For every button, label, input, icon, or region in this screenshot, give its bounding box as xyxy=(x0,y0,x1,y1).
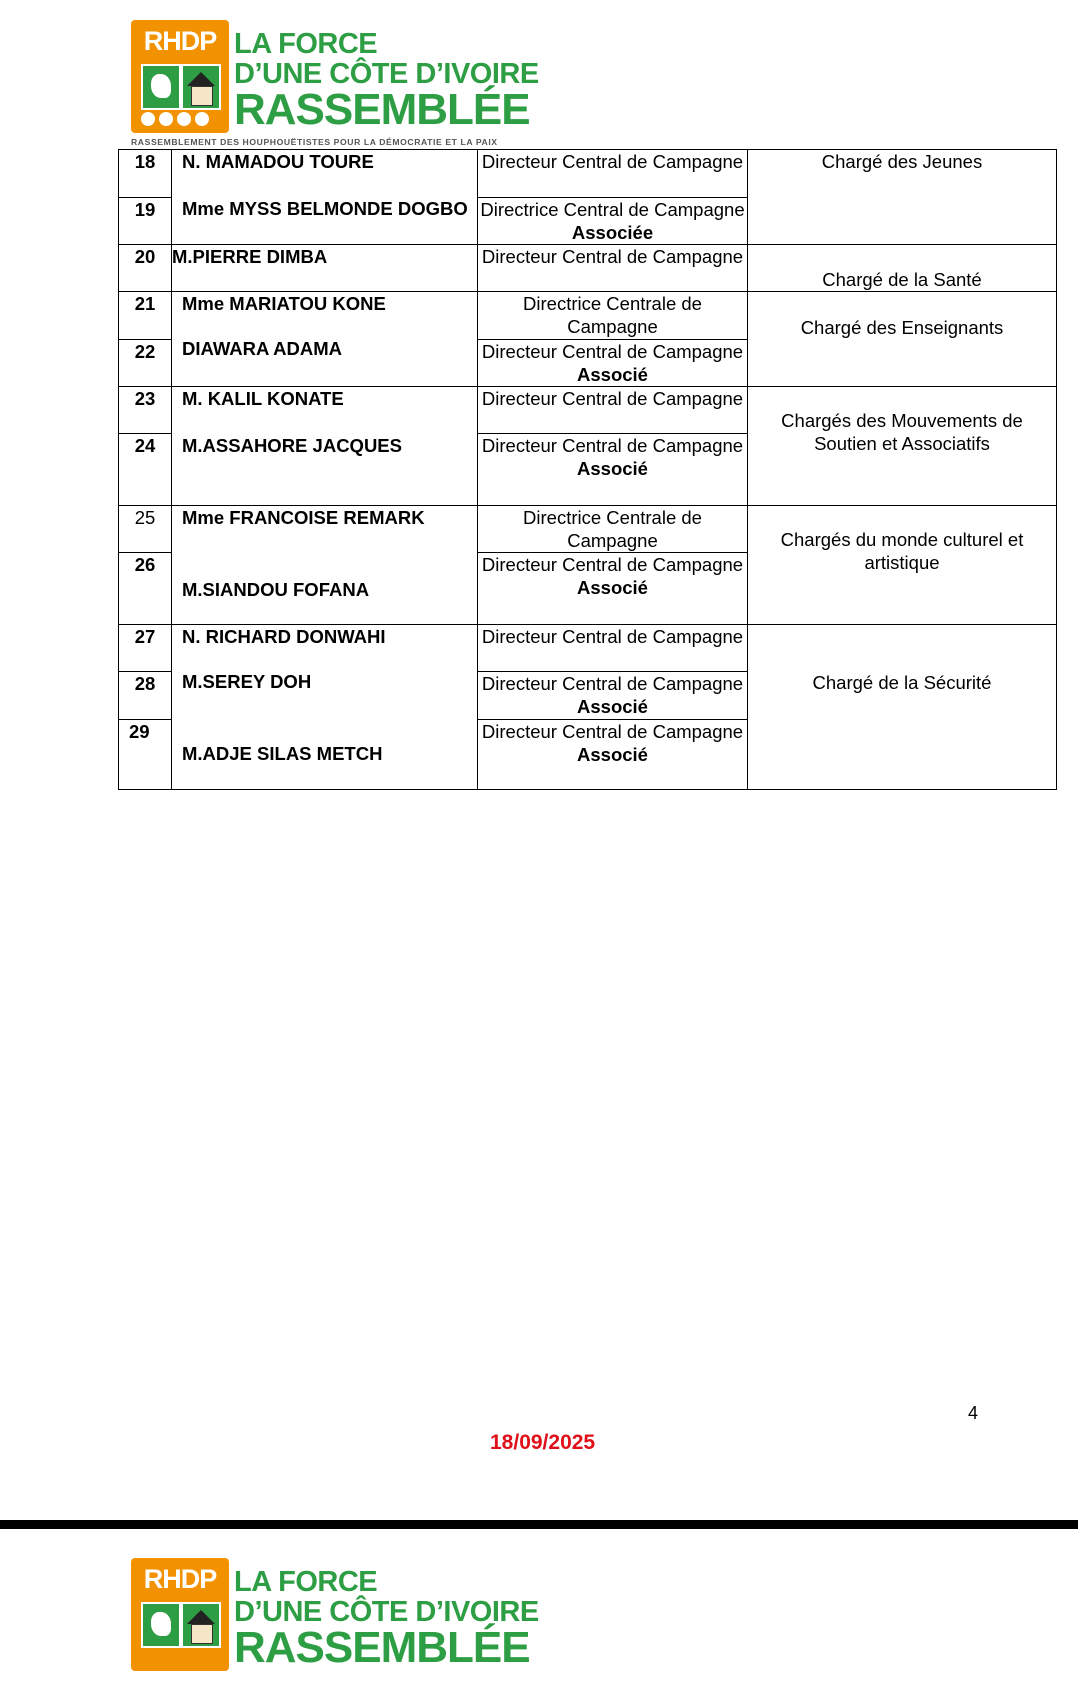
logo-abbrev: RHDP xyxy=(143,26,217,56)
table-row xyxy=(119,387,1057,434)
table-row xyxy=(119,292,1057,340)
responsibility-cell: Chargé des Jeunes xyxy=(748,150,1057,245)
responsibility-cell: Chargé des Enseignants xyxy=(748,292,1057,387)
role-cell: Directeur Central de Campagne xyxy=(478,387,748,434)
role-cell: Directrice Centrale de Campagne xyxy=(478,506,748,553)
person-name: M.SEREY DOH xyxy=(182,671,312,692)
row-number: 24 xyxy=(119,434,172,506)
row-number: 22 xyxy=(119,339,172,387)
row-number: 19 xyxy=(119,197,172,245)
party-badges-icon xyxy=(141,112,221,126)
person-name: M.PIERRE DIMBA xyxy=(172,245,478,292)
responsibility-cell: Chargés des Mouvements de Soutien et Associatifs xyxy=(748,387,1057,506)
next-page-logo xyxy=(131,1558,541,1686)
page-separator xyxy=(0,1520,1078,1529)
role-cell: Directeur Central de Campagne Associé xyxy=(478,553,748,625)
responsibility-cell: Chargé de la Santé xyxy=(748,245,1057,292)
rhdp-emblem xyxy=(131,20,229,133)
role-cell: Directeur Central de Campagne Associé xyxy=(478,672,748,719)
person-name: M.SIANDOU FOFANA xyxy=(182,579,370,600)
row-number: 28 xyxy=(119,672,172,719)
house-icon xyxy=(181,1602,221,1648)
table-row xyxy=(119,245,1057,292)
role-cell: Directeur Central de Campagne xyxy=(478,150,748,198)
row-number: 25 xyxy=(119,506,172,553)
campaign-directors-table xyxy=(118,149,1057,790)
role-cell: Directrice Centrale de Campagne xyxy=(478,292,748,340)
person-name: N. MAMADOU TOURE xyxy=(182,151,374,172)
document-date: 18/09/2025 xyxy=(490,1431,596,1454)
role-cell: Directeur Central de Campagne xyxy=(478,245,748,292)
row-number: 20 xyxy=(119,245,172,292)
row-number: 27 xyxy=(119,625,172,672)
responsibility-cell: Chargé de la Sécurité xyxy=(748,625,1057,790)
person-name: DIAWARA ADAMA xyxy=(182,338,342,359)
header-logo xyxy=(131,20,541,148)
table-row xyxy=(119,625,1057,672)
person-name: N. RICHARD DONWAHI xyxy=(182,626,386,647)
logo-abbrev: RHDP xyxy=(143,1564,217,1594)
house-icon xyxy=(181,64,221,110)
person-name: Mme MARIATOU KONE xyxy=(182,293,386,314)
row-number: 29 xyxy=(119,719,172,789)
role-cell: Directeur Central de Campagne Associé xyxy=(478,719,748,789)
table-row xyxy=(119,506,1057,553)
person-name: M.ADJE SILAS METCH xyxy=(182,743,383,764)
logo-slogan: LA FORCE D’UNE CÔTE D’IVOIRE RASSEMBLÉE xyxy=(234,1566,539,1672)
responsibility-cell: Chargés du monde culturel et artistique xyxy=(748,506,1057,625)
logo-tagline: RASSEMBLEMENT DES HOUPHOUËTISTES POUR LA DÉMOCRATIE ET LA PAIX xyxy=(131,137,498,147)
page-number: 4 xyxy=(968,1403,979,1423)
map-icon xyxy=(141,64,181,110)
row-number: 18 xyxy=(119,150,172,198)
role-cell: Directeur Central de Campagne Associé xyxy=(478,339,748,387)
person-name: Mme MYSS BELMONDE DOGBO xyxy=(182,198,468,219)
row-number: 26 xyxy=(119,553,172,625)
row-number: 23 xyxy=(119,387,172,434)
person-name: M.ASSAHORE JACQUES xyxy=(182,435,402,456)
person-name: M. KALIL KONATE xyxy=(182,388,344,409)
rhdp-emblem xyxy=(131,1558,229,1671)
row-number: 21 xyxy=(119,292,172,340)
person-name: Mme FRANCOISE REMARK xyxy=(182,507,425,528)
role-cell: Directeur Central de Campagne xyxy=(478,625,748,672)
role-cell: Directeur Central de Campagne Associé xyxy=(478,434,748,506)
table-row xyxy=(119,150,1057,198)
logo-slogan: LA FORCE D’UNE CÔTE D’IVOIRE RASSEMBLÉE xyxy=(234,28,539,134)
role-cell: Directrice Central de Campagne Associée xyxy=(478,197,748,245)
map-icon xyxy=(141,1602,181,1648)
